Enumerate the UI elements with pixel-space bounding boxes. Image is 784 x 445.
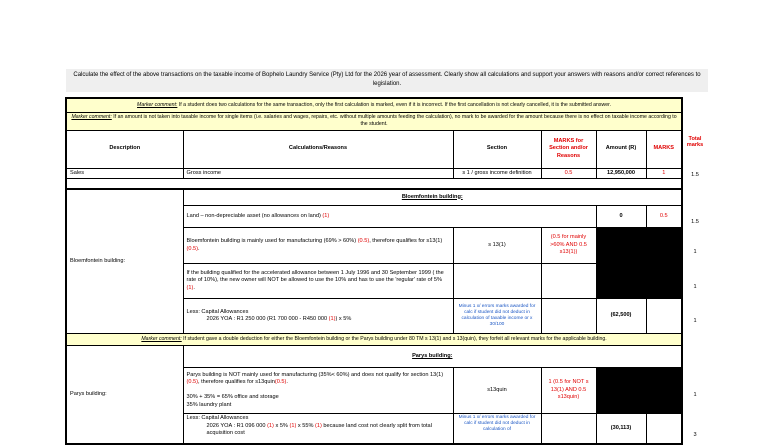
marker-comment-3: Marker comment: If student gave a double deduction for either the Bloemfontein building or the Parys building under 80 TM s 13(1) and s 13(quin), they forfeit all relevant marks for the applicable building. (66, 334, 682, 346)
sales-section: s 1 / gross income definition (453, 168, 541, 179)
table-row-accel: If the building qualified for the accelerated allowance between 1 July 1996 and 30 September 1999 ( the rate of 10%), the new owner will NOT be allowed to use the 10% and has to use the 'regular' rate of 5%(1). (66, 264, 682, 299)
table-row-bloem-use: Bloemfontein building is mainly used for manufacturing (69% > 60%) (0.5), therefore qualifies for s13(1) (0.5). s 13(1) (0.5 for mainly >60% AND 0.5 s13(1)) (66, 228, 682, 264)
total-land: 1.5 (691, 219, 699, 225)
table-row-parys-less: Less: Capital Allowances 2026 YOA : R1 096 000 (1) x 5% (1) x 55% (1) because land cost not clearly split from total acquisition cost Minus 1 x/ errors marks awarded for calc if student did not deduct in calculation of (30,113) (66, 414, 682, 444)
marker-comment-1: Marker comment: If a student does two calculations for the same transaction, only the first calculation is marked, even if it is incorrect. If the first cancellation is not clearly cancelled, it is the submitted answer. (66, 98, 682, 112)
header-section: Section (453, 130, 541, 168)
parys-heading: Parys building: (183, 346, 682, 368)
sales-description: Sales (66, 168, 183, 179)
header-amount: Amount (R) (596, 130, 646, 168)
header-marks-section: MARKS for Section and/or Reasons (541, 130, 596, 168)
total-bloem-less: 1 (693, 318, 697, 324)
header-total: Total marks (686, 136, 704, 148)
total-parys-use: 1 (693, 392, 697, 398)
bloem-description: Bloemfontein building: (66, 189, 183, 334)
bloem-heading: Bloemfontein building: (183, 189, 682, 206)
marker-comment-2: Marker comment: If an amount is not taken into taxable income for single items (i.e. salaries and wages, repairs, etc. without multiple amounts feeding the calculation), no mark to be awarded for the amount because there is no effect on taxable income according to the student. (66, 112, 682, 130)
header-calc: Calculations/Reasons (183, 130, 453, 168)
total-parys-less: 3 (693, 432, 697, 438)
sales-marks: 1 (646, 168, 682, 179)
sales-amount: 12,950,000 (596, 168, 646, 179)
marking-table (65, 97, 683, 445)
question-text: Calculate the effect of the above transactions on the taxable income of Bophelo Laundry Service (Pty) Ltd for the 2026 year of assessment. Clearly show all calculations and support your answers with reasons and/or correct references to legislation. (66, 69, 708, 92)
blocked-cell (596, 228, 682, 299)
header-marks: MARKS (646, 130, 682, 168)
table-row-sales (66, 168, 682, 179)
table-row-bloem-less: Less: Capital Allowances 2026 YOA : R1 250 000 (R1 700 000 - R450 000 (1)) x 5% Minus 1 x/ errors marks awarded for calc if student did not deduct in calculation of taxable income or x 30/100 (62,500) (66, 299, 682, 334)
table-row-land: Land – non-depreciable asset (no allowances on land) (1) 0 0.5 (66, 206, 682, 228)
total-bloem-use: 1 (693, 249, 697, 255)
total-sales: 1.5 (691, 172, 699, 178)
land-marks: 0.5 (646, 206, 682, 228)
spacer-row (66, 179, 682, 189)
land-amount: 0 (596, 206, 646, 228)
sales-marks-section: 0.5 (541, 168, 596, 179)
header-description: Description (66, 130, 183, 168)
sales-calc: Gross income (183, 168, 453, 179)
parys-description: Parys building: (66, 346, 183, 444)
table-row-parys-use: Parys building is NOT mainly used for manufacturing (35%< 60%) and does not qualify for section 13(1) (0.5), therefore qualifies for s13quin(0.5). 30% + 35% = 65% office and storage 35% laundry plant s13quin 1 (0.5 for NOT s 13(1) AND 0.5 s13quin) (66, 368, 682, 414)
total-accel: 1 (693, 284, 697, 290)
